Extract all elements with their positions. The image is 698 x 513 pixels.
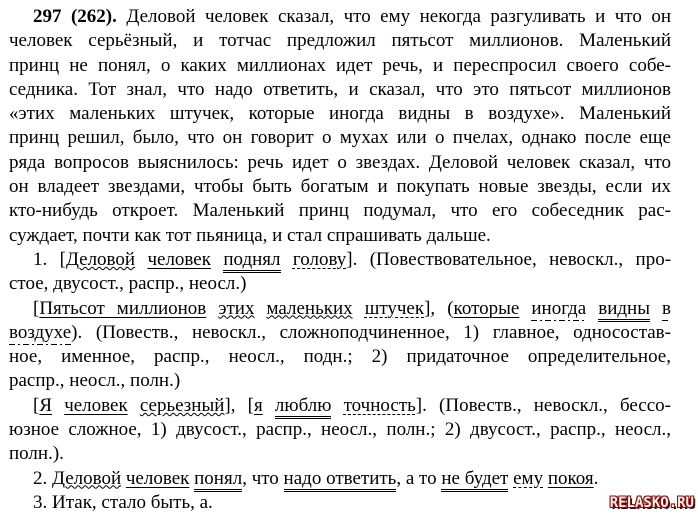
text-line [9, 345, 671, 369]
text-run: стое, двусост., распр., неосл.) [9, 273, 247, 295]
text-run: принц решил, было, что он говорит о мухах или о пчелах, однако после еще [9, 127, 671, 149]
text-line [9, 321, 671, 345]
underlined-word-double: понял [194, 468, 242, 492]
underlined-word-dashdot: иногда [531, 297, 587, 319]
text-run: полн.). [9, 443, 64, 465]
text-run: . [593, 467, 599, 489]
text-line [9, 467, 671, 491]
text-line [9, 102, 671, 126]
underlined-word-dashdot: воздухе [9, 321, 72, 343]
underlined-word-double: надо ответить [284, 468, 397, 492]
text-line [9, 54, 671, 78]
underlined-word-single: Пятьсот миллионов [39, 297, 207, 319]
text-run [211, 249, 223, 270]
text-line [9, 78, 671, 102]
text-run: суждает, почти как тот пьяница, и стал спрашивать дальше. [9, 224, 491, 246]
text-line [9, 151, 671, 175]
text-line [9, 442, 671, 466]
underlined-word-single: покоя [547, 467, 594, 489]
text-run: ]. (Повествовательное, невоскл., про- [346, 248, 672, 270]
underlined-word-single: человек [64, 394, 128, 416]
text-run [331, 395, 343, 416]
text-run: 2. [33, 467, 52, 489]
text-run [52, 395, 64, 416]
text-run: ). (Повеств., невоскл., сложноподчиненное, 1) главное, односостав- [71, 321, 671, 343]
text-run: седника. Тот знал, что надо ответить, и сказал, что это пятьсот миллионов [9, 78, 671, 100]
text-line [9, 248, 671, 272]
text-run: распр., неосл., полн.) [9, 370, 181, 392]
text-run: ], ( [424, 297, 454, 319]
text-run [254, 298, 266, 319]
text-run: принц не понял, о каких миллионах идет речь, и переспросил своего собе- [9, 54, 671, 76]
text-line [9, 199, 671, 223]
underlined-word-wavy: маленьких [266, 297, 353, 319]
text-line [9, 491, 671, 513]
underlined-word-single: человек [147, 248, 211, 270]
text-line [9, 418, 671, 442]
text-run: 297 (262). [33, 6, 117, 27]
text-run: ], [ [224, 394, 254, 416]
text-run: [ [33, 394, 40, 416]
text-line [9, 29, 671, 53]
text-run [650, 298, 662, 319]
underlined-word-dashdot: в [662, 297, 671, 319]
underlined-word-double: не будет [441, 468, 508, 492]
text-run: 1. [ [33, 248, 66, 270]
text-run: 3. Итак, стало быть, а. [33, 491, 213, 513]
underlined-word-wavy: этих [218, 297, 255, 319]
text-run: человек серьёзный, и тотчас предложил пятьсот миллионов. Маленький [9, 30, 671, 52]
text-run [206, 298, 218, 319]
text-line [9, 224, 671, 248]
underlined-word-wavy: Деловой [65, 248, 136, 270]
document-content [9, 5, 671, 513]
text-line [9, 297, 671, 321]
text-run [281, 249, 293, 270]
underlined-word-double: люблю [275, 395, 332, 419]
underlined-word-wavy: Деловой [52, 467, 122, 489]
text-run [128, 395, 140, 416]
underlined-word-double: видны [598, 298, 650, 322]
text-line [9, 394, 671, 418]
text-run: , а то [396, 467, 442, 489]
text-run: [ [33, 297, 40, 319]
underlined-word-dashed: голову [292, 248, 347, 270]
underlined-word-single: Я [39, 394, 53, 416]
underlined-word-wavy: серьезный [139, 394, 225, 416]
text-run: ]. (Повеств., невоскл., бессо- [415, 394, 671, 416]
text-run [586, 298, 598, 319]
text-line [9, 5, 671, 29]
text-run [263, 395, 275, 416]
text-run: ное, именное, распр., неосл., подн.; 2) придаточное определительное, [9, 346, 671, 368]
underlined-word-single: человек [125, 467, 190, 489]
text-line [9, 369, 671, 393]
underlined-word-dashed: штучек [364, 297, 425, 319]
watermark: RELASKO.RU [609, 495, 694, 511]
text-run: юзное сложное, 1) двусост., распр., неосл., полн.; 2) двусост., распр., неосл., [9, 419, 671, 441]
text-line [9, 272, 671, 296]
text-run: «этих маленьких штучек, которые иногда видны в воздухе». Маленький [9, 103, 671, 125]
text-run: кто-нибудь откроет. Маленький принц подумал, что его собеседник рас- [9, 200, 671, 222]
text-run: , что [242, 467, 284, 489]
text-run: Деловой человек сказал, что ему некогда разгуливать и что он [116, 6, 671, 27]
text-line [9, 175, 671, 199]
text-run [135, 249, 147, 270]
underlined-word-dashed: ему [513, 467, 544, 489]
text-run [353, 298, 365, 319]
text-line [9, 126, 671, 150]
text-run: он владеет звездами, чтобы быть богатым и покупать новые звезды, если их [9, 176, 671, 198]
underlined-word-double: поднял [223, 249, 280, 273]
underlined-word-single: которые [453, 297, 520, 319]
underlined-word-single: я [253, 394, 263, 416]
text-run [519, 298, 531, 319]
underlined-word-dashed: точность [343, 394, 416, 416]
text-run: ряда вопросов выяснилось: речь идет о звездах. Деловой человек сказал, что [9, 151, 671, 173]
